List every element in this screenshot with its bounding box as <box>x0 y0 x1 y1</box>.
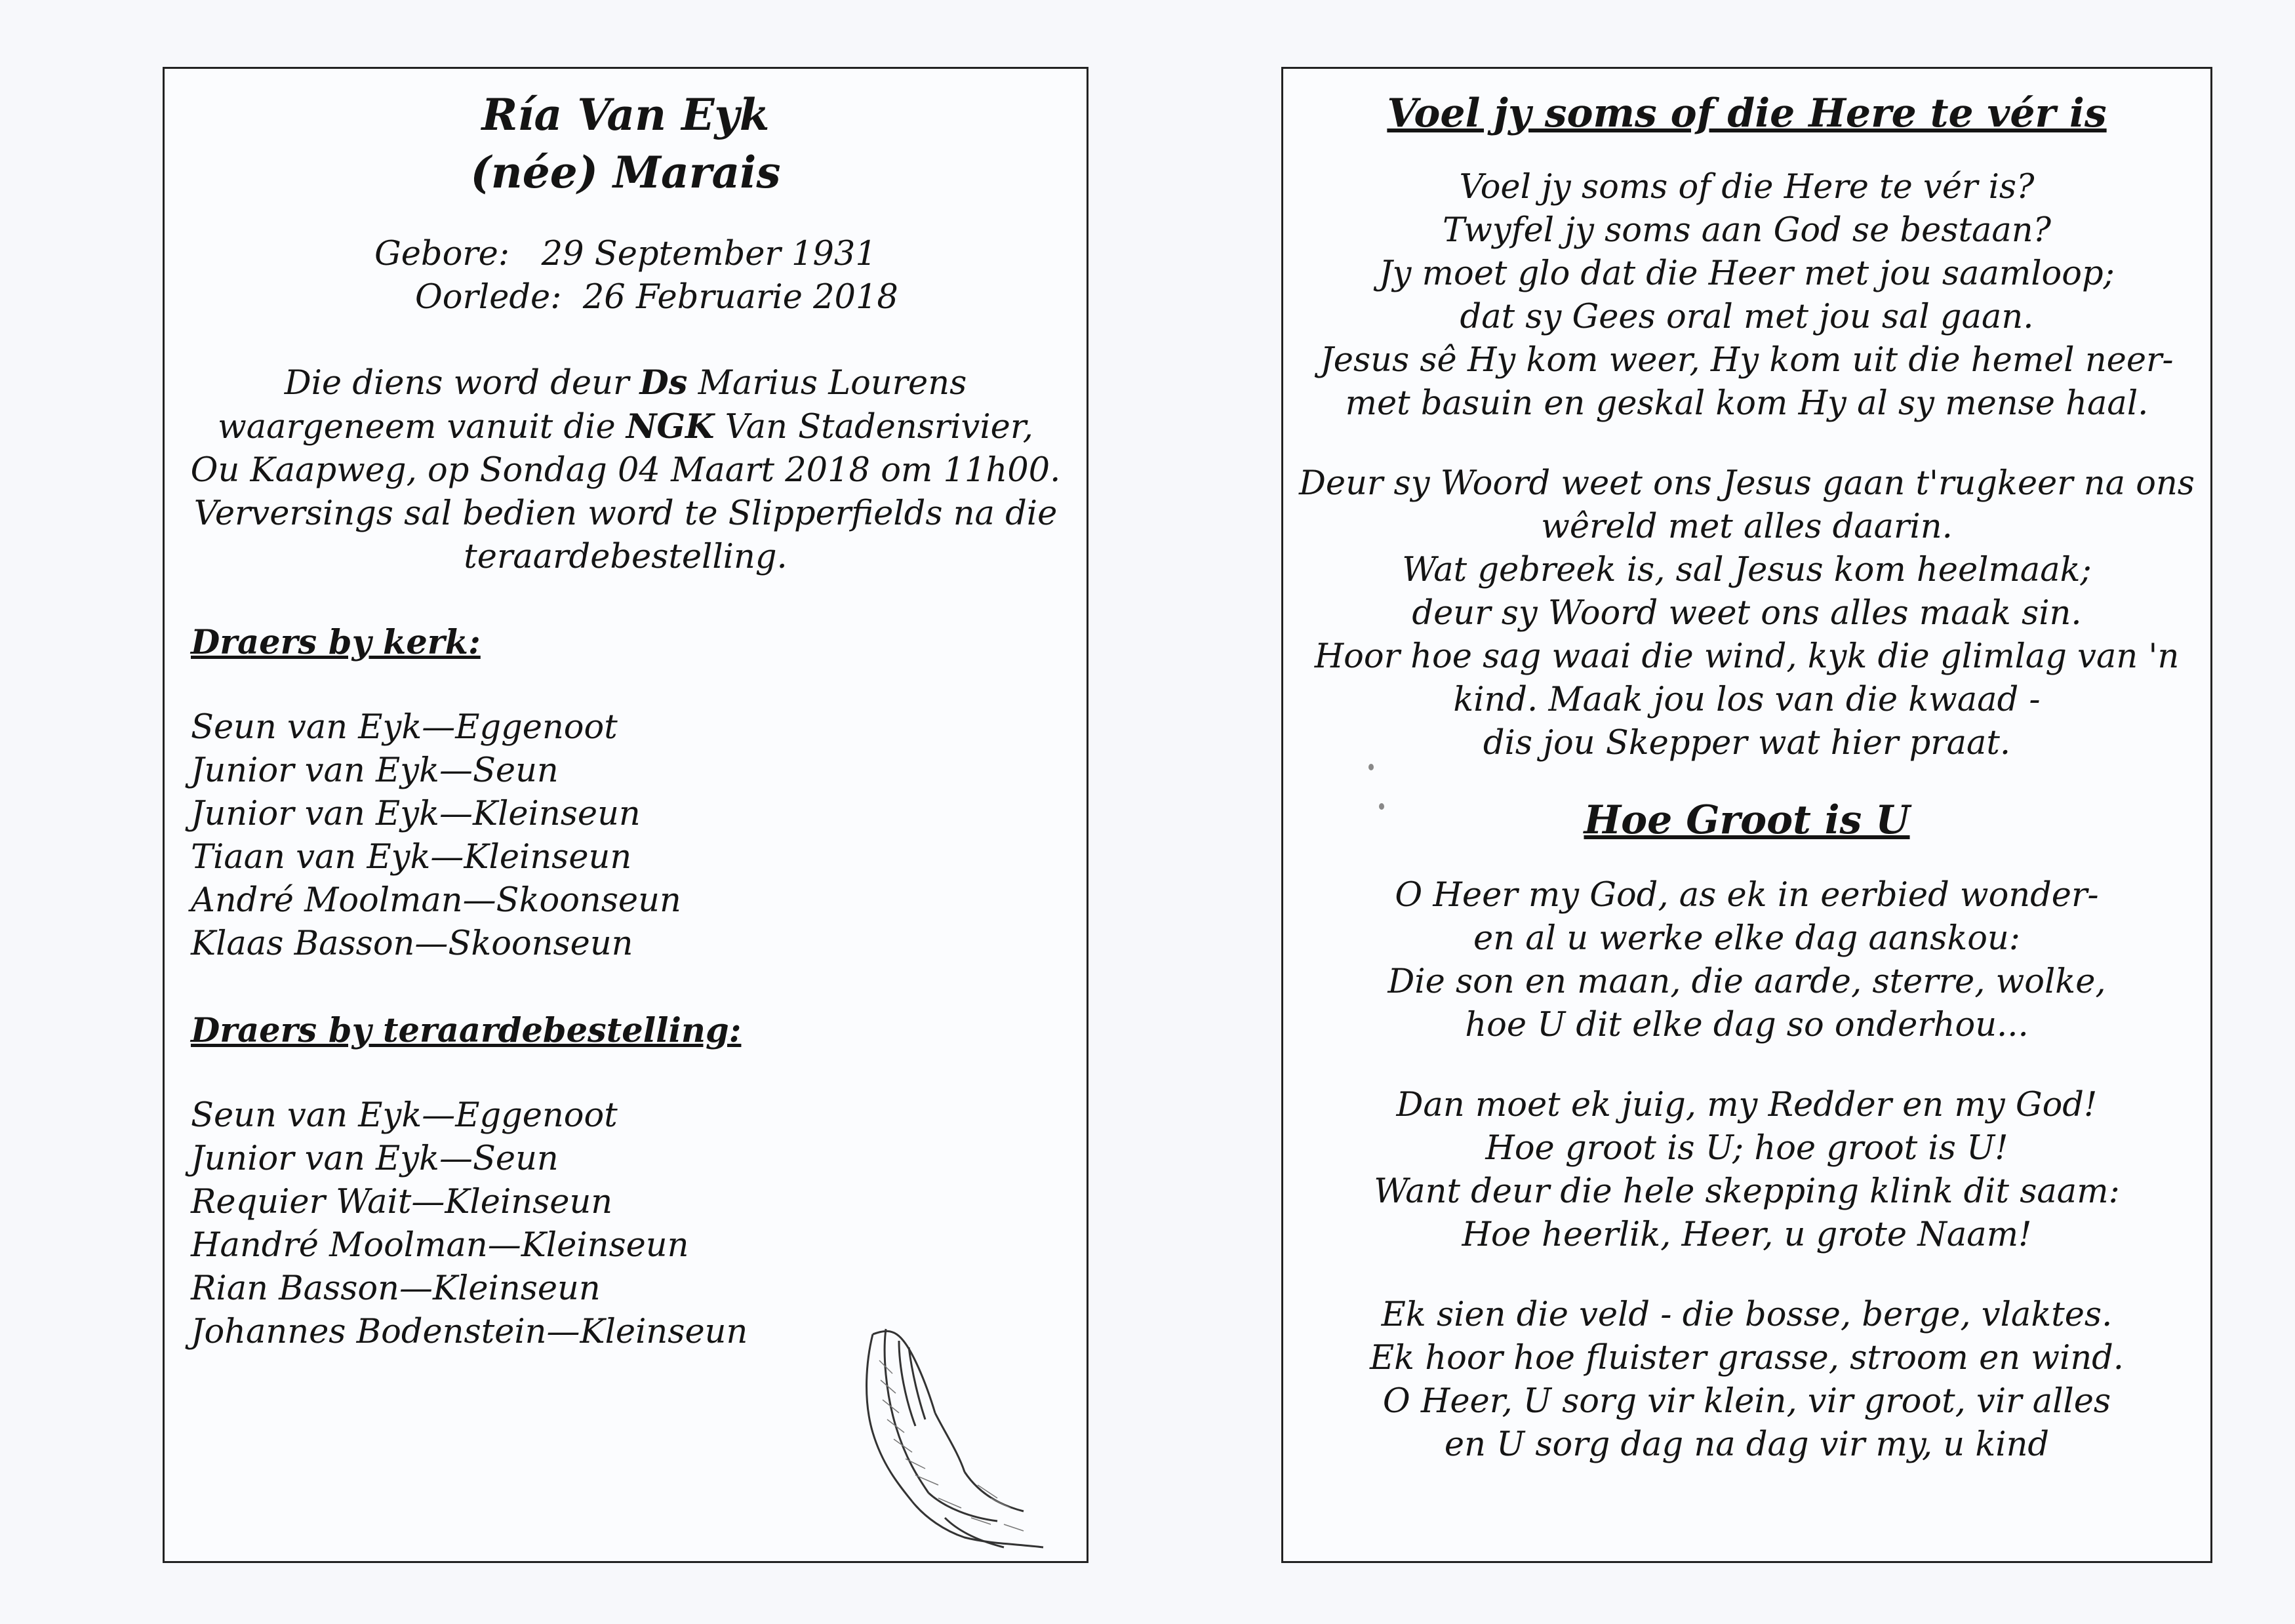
service-details <box>178 361 1073 579</box>
poem-stanza-1 <box>1290 166 2204 426</box>
service-line-3: Ou Kaapweg, op Sondag 04 Maart 2018 om 11h00. <box>190 451 1061 490</box>
paper-speck <box>1368 764 1374 770</box>
list-item: Seun van Eyk—Eggenoot <box>191 708 618 747</box>
bearers-burial-heading: Draers by teraardebestelling: <box>191 1011 742 1050</box>
poem-line: deur sy Woord weet ons alles maak sin. <box>1412 594 2082 633</box>
service-line-5: teraardebestelling. <box>464 538 788 576</box>
hymn-line: Ek sien die veld - die bosse, berge, vlaktes. <box>1381 1296 2113 1334</box>
list-item: Tiaan van Eyk—Kleinseun <box>191 838 632 877</box>
poem-line: kind. Maak jou los van die kwaad - <box>1453 681 2041 719</box>
hymn-line: Ek hoor hoe fluister grasse, stroom en wind. <box>1369 1339 2125 1377</box>
hymn-line: en U sorg dag na dag vir my, u kind <box>1444 1425 2050 1464</box>
poem-line: dis jou Skepper wat hier praat. <box>1483 724 2011 762</box>
poem-line: met basuin en geskal kom Hy al sy mense haal. <box>1345 384 2149 423</box>
hymn-stanza-3 <box>1290 1294 2204 1467</box>
list-item: Seun van Eyk—Eggenoot <box>191 1096 618 1135</box>
poem-line: Voel jy soms of die Here te vér is? <box>1459 168 2035 207</box>
service-text: Van Stadensrivier, <box>714 408 1033 446</box>
list-item: Rian Basson—Kleinseun <box>191 1269 601 1308</box>
service-text: Marius Lourens <box>687 364 967 403</box>
service-bold: Ds <box>639 363 688 403</box>
hymn-line: Hoe heerlik, Heer, u grote Naam! <box>1462 1216 2032 1254</box>
service-text: Die diens word deur <box>284 364 640 403</box>
list-item: Handré Moolman—Kleinseun <box>191 1226 689 1265</box>
poem-line: Wat gebreek is, sal Jesus kom heelmaak; <box>1402 551 2092 589</box>
poem-line: dat sy Gees oral met jou sal gaan. <box>1460 298 2034 336</box>
hymn-line: O Heer my God, as ek in eerbied wonder- <box>1395 876 2099 915</box>
service-line-4: Verversings sal bedien word te Slipperfields na die <box>193 494 1058 533</box>
hymn-title: Hoe Groot is U <box>1584 797 1910 843</box>
list-item: Requier Wait—Kleinseun <box>191 1183 613 1221</box>
hymn-stanza-2 <box>1290 1084 2204 1257</box>
bearers-burial-list <box>191 1094 1073 1354</box>
praying-hands-icon <box>847 1321 1056 1557</box>
born-date: 29 September 1931 <box>541 235 877 273</box>
church-abbrev: NGK <box>626 407 715 446</box>
born-row <box>374 233 1073 276</box>
list-item: Junior van Eyk—Seun <box>191 1139 559 1178</box>
list-item: Junior van Eyk—Seun <box>191 751 559 790</box>
deceased-name: Ría Van Eyk <box>481 89 770 140</box>
list-item: Johannes Bodenstein—Kleinseun <box>191 1313 748 1351</box>
dates-block <box>178 233 1073 319</box>
hymn-line: hoe U dit elke dag so onderhou... <box>1465 1006 2029 1044</box>
hymn-line: Want deur die hele skepping klink dit saam: <box>1374 1172 2120 1211</box>
list-item: André Moolman—Skoonseun <box>191 881 681 920</box>
died-date: 26 Februarie 2018 <box>582 278 898 317</box>
service-line-2 <box>178 405 1073 449</box>
bearers-church-heading: Draers by kerk: <box>191 623 481 662</box>
died-row <box>374 276 1073 319</box>
left-page <box>163 67 1088 1563</box>
paper-speck <box>1379 803 1384 810</box>
poem-line: Twyfel jy soms aan God se bestaan? <box>1443 211 2051 250</box>
list-item: Junior van Eyk—Kleinseun <box>191 795 641 833</box>
hymn-line: en al u werke elke dag aanskou: <box>1473 919 2020 958</box>
poem-line: Deur sy Woord weet ons Jesus gaan t'rugkeer na ons <box>1299 464 2195 503</box>
hymn-line: Die son en maan, die aarde, sterre, wolke, <box>1387 962 2106 1001</box>
poem-line: Jy moet glo dat die Heer met jou saamloop; <box>1379 254 2115 293</box>
bearers-church-list <box>191 706 1073 966</box>
hymn-line: O Heer, U sorg vir klein, vir groot, vir alles <box>1382 1382 2111 1421</box>
hymn-stanza-1 <box>1290 874 2204 1047</box>
poem-line: wêreld met alles daarin. <box>1541 507 1953 546</box>
poem-line: Jesus sê Hy kom weer, Hy kom uit die hemel neer- <box>1320 341 2174 380</box>
born-label: Gebore: <box>374 235 510 273</box>
service-line-1 <box>178 361 1073 405</box>
left-page-content <box>178 82 1073 1354</box>
hymn-line: Dan moet ek juig, my Redder en my God! <box>1396 1086 2098 1124</box>
service-text: waargeneem vanuit die <box>218 408 626 446</box>
maiden-name: (née) Marais <box>470 147 781 198</box>
list-item: Klaas Basson—Skoonseun <box>191 924 633 963</box>
right-page-content <box>1290 82 2204 1467</box>
right-page <box>1281 67 2212 1563</box>
died-label: Oorlede: <box>415 278 562 317</box>
poem-stanza-2 <box>1290 462 2204 765</box>
hymn-line: Hoe groot is U; hoe groot is U! <box>1485 1129 2008 1168</box>
poem-title: Voel jy soms of die Here te vér is <box>1387 90 2107 136</box>
poem-line: Hoor hoe sag waai die wind, kyk die glimlag van 'n <box>1314 637 2180 676</box>
